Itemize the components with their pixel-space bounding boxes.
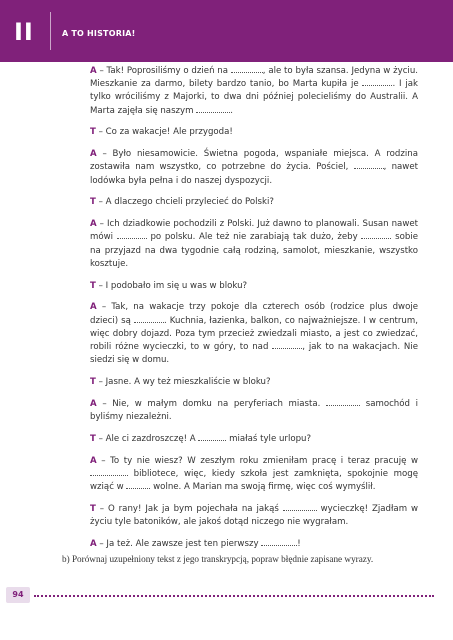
dialogue-text: – Było niesamowicie. Świetna pogoda, wspaniałe miejsca. A rodzina zostawiła nam wszystko, co potrzebne do życia. Pościel,: [90, 149, 419, 173]
speaker-label: A: [90, 538, 97, 549]
speaker-label: T: [90, 197, 96, 208]
dialogue-text: – Ich dziadkowie pochodzili z Polski. Już dawno to planowali. Susan nawet mówi: [90, 219, 419, 243]
speaker-label: A: [90, 455, 97, 466]
section-title: A TO HISTORIA!: [62, 29, 136, 38]
dialogue-text: !: [297, 538, 301, 549]
fill-in-blank[interactable]: [261, 538, 297, 546]
fill-in-blank[interactable]: [283, 503, 317, 511]
fill-in-blank[interactable]: [272, 341, 302, 349]
dialogue-text: – Ale ci zazdroszczę! A: [98, 433, 199, 444]
dialogue-text: – Jasne. A wy też mieszkaliście w bloku?: [98, 377, 271, 388]
page-number: 94: [6, 587, 30, 603]
speaker-label: T: [90, 377, 96, 388]
dialogue-text: – Tak! Poprosiliśmy o dzień na: [99, 66, 231, 76]
speaker-label: A: [90, 149, 97, 160]
fill-in-blank[interactable]: [198, 433, 226, 441]
dialogue-text: samochód i byliśmy niezależni.: [90, 398, 419, 423]
dialogue-text: miałaś tyle urlopu?: [226, 433, 312, 444]
dialogue-line: [90, 126, 418, 139]
dialogue-line: [90, 433, 418, 446]
dialogue-text: , nawet lodówka była pełna i do naszej dyspozycji.: [90, 162, 418, 186]
speaker-label: T: [90, 280, 96, 291]
dialogue-text: – Tak, na wakacje trzy pokoje dla czterech osób (rodzice plus dwoje dzieci) są: [90, 302, 419, 326]
footer-divider: [34, 595, 434, 597]
dialogue-text: – To ty nie wiesz? W zeszłym roku zmieniłam pracę i teraz pracuję w: [101, 455, 418, 466]
dialogue-line: [90, 301, 418, 367]
fill-in-blank[interactable]: [326, 398, 360, 406]
dialogue-line: [90, 148, 418, 188]
speaker-label: T: [90, 433, 96, 444]
dialogue-text: .: [230, 105, 233, 116]
dialogue-text: wolne. A Marian ma swoją firmę, więc coś wymyślił.: [150, 482, 376, 493]
dialogue-line: [90, 196, 418, 209]
speaker-label: A: [90, 66, 97, 76]
fill-in-blank[interactable]: [354, 161, 384, 169]
fill-in-blank[interactable]: [231, 65, 263, 73]
dialogue-line: [90, 503, 418, 529]
task-b-instruction: b) Porównaj uzupełniony tekst z jego transkrypcją, popraw błędnie zapisane wyrazy.: [62, 554, 374, 564]
speaker-label: A: [90, 302, 97, 313]
dialogue-line: [90, 398, 418, 424]
header-divider: [50, 12, 51, 50]
dialogue-text: – Nie, w małym domku na peryferiach miasta.: [102, 398, 327, 409]
dialogue-text: wycieczkę! Zjadłam w życiu tyle batoników, ale jakoś dotąd niczego nie wygrałam.: [90, 503, 418, 528]
dialogue-text: – Co za wakacje! Ale przygoda!: [98, 127, 233, 138]
dialogue-text: , ale to była szansa. Jedyna w życiu. Mieszkanie za darmo, bilety bardzo tanio, bo Marta kupiła je: [90, 66, 419, 90]
speaker-label: T: [90, 503, 96, 514]
dialogue-text: – Ja też. Ale zawsze jest ten pierwszy: [99, 538, 262, 549]
dialogue-text: bibliotece, więc, kiedy szkoła jest zamknięta, spokojnie mogę wziąć w: [90, 468, 418, 493]
fill-in-blank[interactable]: [90, 468, 128, 476]
chapter-number: II: [14, 18, 34, 46]
dialogue-text: . I jak tylko wróciliśmy z Majorki, to dwa dni później polecieliśmy do Australii. A Marta zajęła się naszym: [90, 79, 418, 116]
speaker-label: A: [90, 219, 97, 230]
fill-in-blank[interactable]: [362, 78, 392, 86]
dialogue-line: [90, 376, 418, 389]
dialogue-text: , jak to na wakacjach. Nie siedzi się w domu.: [90, 342, 419, 366]
fill-in-blank[interactable]: [117, 231, 147, 239]
dialogue-text: – A dlaczego chcieli przylecieć do Polski?: [98, 197, 274, 208]
dialogue: [90, 65, 418, 560]
fill-in-blank[interactable]: [196, 105, 230, 113]
speaker-label: A: [90, 398, 97, 409]
dialogue-line: [90, 280, 418, 293]
dialogue-text: – O rany! Jak ja bym pojechała na jakąś: [99, 503, 283, 514]
dialogue-line: [90, 65, 418, 118]
fill-in-blank[interactable]: [134, 315, 164, 323]
dialogue-text: po polsku. Ale też nie zarabiają tak dużo, żeby: [146, 232, 362, 243]
dialogue-text: sobie na przyjazd na dwa tygodnie całą rodziną, samolot, mieszkanie, wszystko kosztuje.: [90, 232, 418, 269]
speaker-label: T: [90, 127, 96, 138]
fill-in-blank[interactable]: [361, 231, 391, 239]
dialogue-text: . Kuchnia, łazienka, balkon, co najważniejsze. I w centrum, więc dobry dojazd. Poza tym przecież zwiedzali miasto, a jest co zwiedzać, robili różne wycieczki, to w góry, to nad: [90, 315, 418, 353]
fill-in-blank[interactable]: [126, 481, 150, 489]
dialogue-line: [90, 455, 418, 495]
dialogue-line: [90, 218, 418, 271]
dialogue-text: – I podobało im się u was w bloku?: [98, 280, 248, 291]
dialogue-line: [90, 538, 418, 551]
